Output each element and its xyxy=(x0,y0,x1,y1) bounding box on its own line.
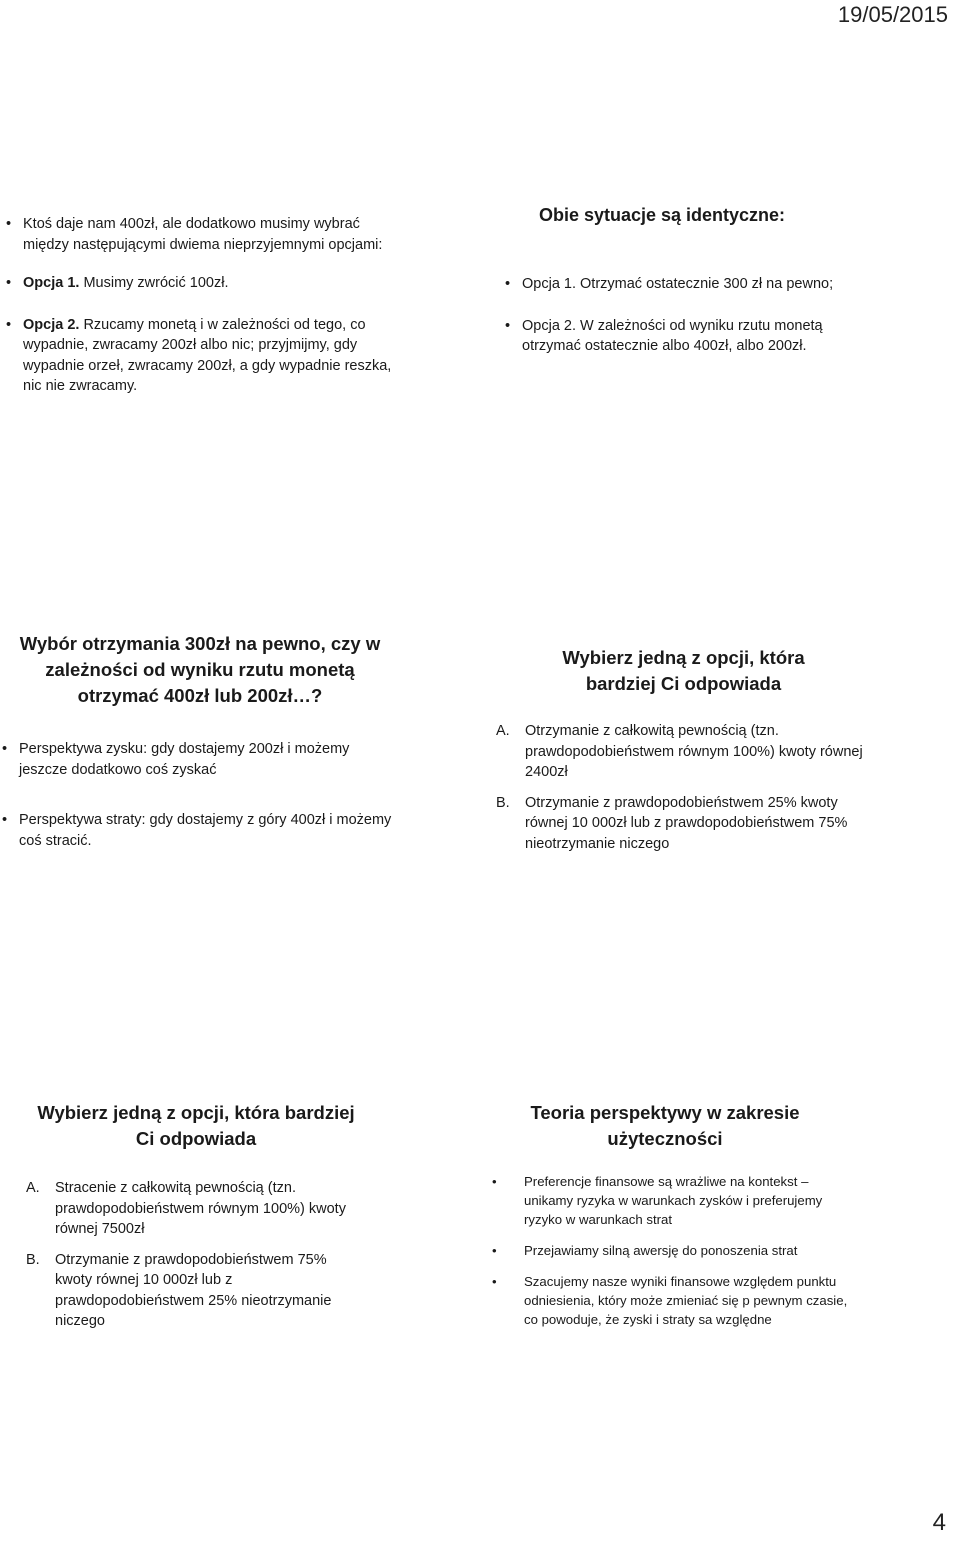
slide-5-title: Wybierz jedną z opcji, która bardziej Ci odpowiada xyxy=(37,1102,355,1149)
slide-1 xyxy=(4,214,404,397)
bullet xyxy=(490,1272,860,1329)
bullet xyxy=(4,315,404,397)
slide-2-bullets xyxy=(503,274,843,357)
option-text: Otrzymanie z prawdopodobieństwem 75% kwoty równej 10 000zł lub z prawdopodobieństwem 25% nieotrzymanie niczego xyxy=(55,1251,332,1329)
bullet-text: Opcja 2. W zależności od wyniku rzutu monetą otrzymać ostatecznie albo 400zł, albo 200zł. xyxy=(522,317,823,354)
bullet-text: Przejawiamy silną awersję do ponoszenia strat xyxy=(524,1243,798,1258)
slide-6 xyxy=(490,1100,860,1329)
bullet xyxy=(503,274,843,295)
bullet-text: Musimy zwrócić 100zł. xyxy=(79,275,229,291)
option-a xyxy=(496,721,871,783)
slide-6-title: Teoria perspektywy w zakresie użyteczności xyxy=(530,1102,800,1149)
option-text: Otrzymanie z całkowitą pewnością (tzn. prawdopodobieństwem równym 100%) kwoty równej 2400zł xyxy=(525,723,863,780)
option-letter: B. xyxy=(496,794,510,811)
page-number: 4 xyxy=(932,1509,946,1536)
bullet xyxy=(0,739,400,780)
bullet-text: Ktoś daje nam 400zł, ale dodatkowo musimy wybrać między następującymi dwiema nieprzyjemnymi opcjami: xyxy=(23,216,383,253)
option-text: Stracenie z całkowitą pewnością (tzn. prawdopodobieństwem równym 100%) kwoty równej 7500zł xyxy=(55,1180,346,1237)
bullet-text: Rzucamy monetą i w zależności od tego, co wypadnie, zwracamy 200zł albo nic; przyjmijmy, gdy wypadnie orzeł, zwracamy 200zł, a gdy wypadnie reszka, nic nie zwracamy. xyxy=(23,316,392,394)
slide-3 xyxy=(0,631,400,851)
option-letter: B. xyxy=(26,1251,40,1268)
slide-2 xyxy=(503,202,843,357)
slide-4-title: Wybierz jedną z opcji, która bardziej Ci odpowiada xyxy=(562,647,805,694)
slide-6-bullets xyxy=(490,1172,860,1329)
bullet-text: Szacujemy nasze wyniki finansowe względem punktu odniesienia, który może zmieniać się p pewnym czasie, co powoduje, że zyski i straty sa względne xyxy=(524,1274,848,1327)
bullet-text: Preferencje finansowe są wrażliwe na kontekst – unikamy ryzyka w warunkach zysków i preferujemy ryzyko w warunkach strat xyxy=(524,1174,823,1227)
bullet xyxy=(4,214,404,255)
print-date: 19/05/2015 xyxy=(837,2,948,27)
bullet-text: Opcja 1. Otrzymać ostatecznie 300 zł na pewno; xyxy=(522,276,834,292)
bullet xyxy=(4,273,404,294)
bullet xyxy=(0,810,400,851)
bullet-text: Perspektywa straty: gdy dostajemy z góry 400zł i możemy coś stracić. xyxy=(19,812,392,849)
slide-5 xyxy=(26,1100,366,1332)
bullet xyxy=(490,1172,860,1229)
option-b xyxy=(26,1250,366,1332)
bullet-text: Perspektywa zysku: gdy dostajemy 200zł i możemy jeszcze dodatkowo coś zyskać xyxy=(19,741,350,778)
bullet-bold: Opcja 2. xyxy=(23,316,80,333)
slide-4-options xyxy=(496,721,871,854)
slide-4 xyxy=(496,645,871,854)
slide-5-options xyxy=(26,1178,366,1332)
option-letter: A. xyxy=(496,723,510,739)
option-letter: A. xyxy=(26,1180,40,1196)
bullet xyxy=(503,316,843,357)
option-b xyxy=(496,793,871,855)
slide-1-bullets xyxy=(4,214,404,397)
bullet-bold: Opcja 1. xyxy=(23,275,80,291)
slide-2-title: Obie sytuacje są identyczne: xyxy=(538,205,786,225)
option-a xyxy=(26,1178,366,1240)
option-text: Otrzymanie z prawdopodobieństwem 25% kwoty równej 10 000zł lub z prawdopodobieństwem 75% nieotrzymanie niczego xyxy=(525,794,848,852)
slide-3-title: Wybór otrzymania 300zł na pewno, czy w zależności od wyniku rzutu monetą otrzymać 400zł lub 200zł…? xyxy=(19,633,381,706)
bullet xyxy=(490,1241,860,1260)
slide-3-bullets xyxy=(0,739,400,851)
